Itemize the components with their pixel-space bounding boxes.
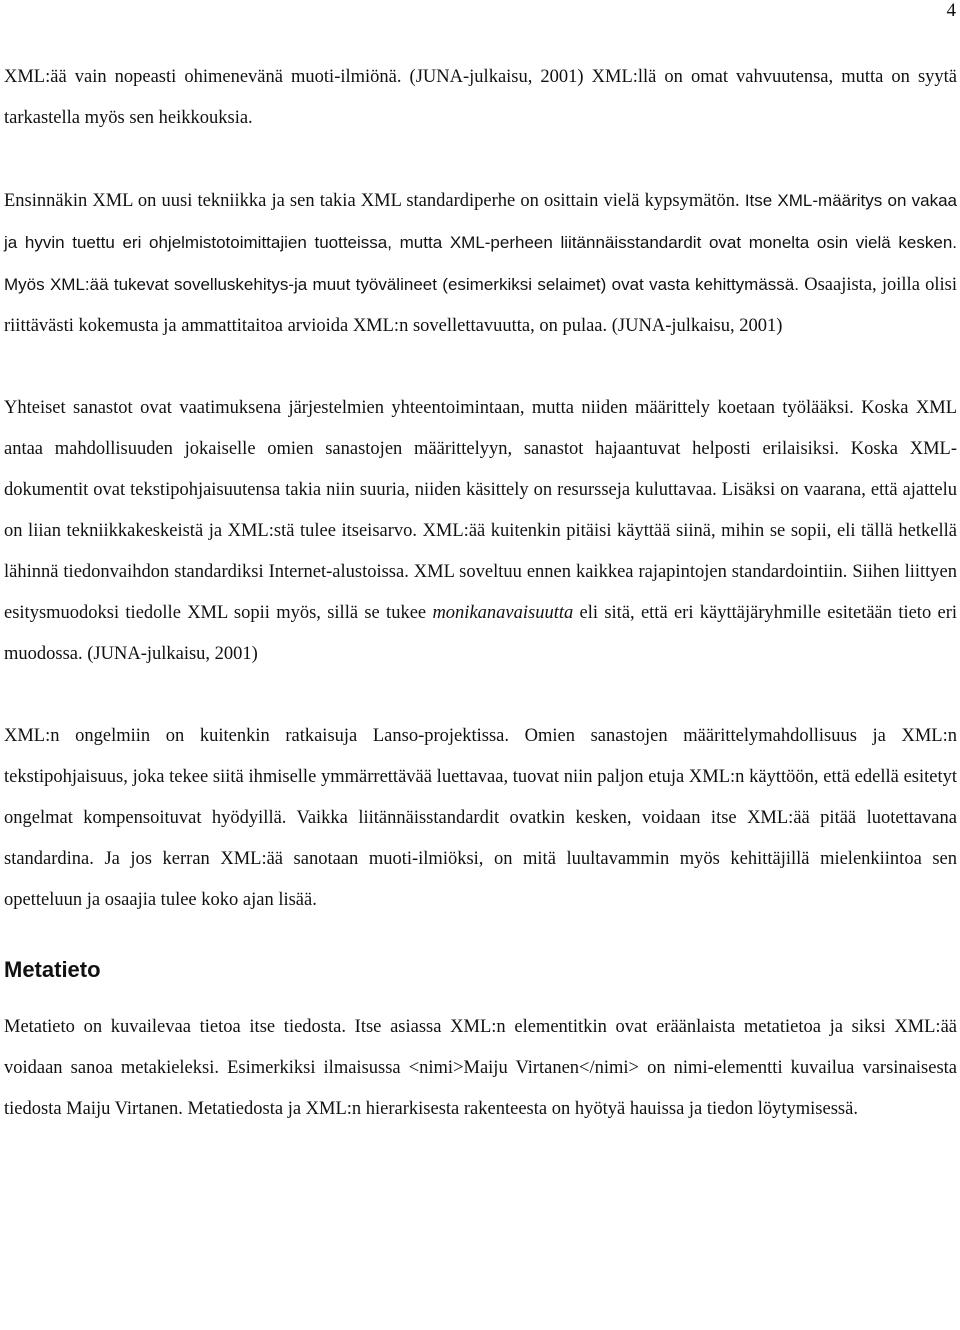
paragraph-weaknesses-sentence-1: Ensinnäkin XML on uusi tekniikka ja sen takia XML standardiperhe on osittain vielä kypsymätön. <box>4 191 740 211</box>
paragraph-spacer <box>4 139 957 180</box>
section-heading-metatieto: Metatieto <box>4 957 101 982</box>
paragraph-weaknesses-sentence-end: Osaajista, joilla olisi riittävästi kokemusta ja ammattitaitoa arvioida XML:n sovellettavuutta, on pulaa. (JUNA-julkaisu, 2001) <box>4 275 958 336</box>
paragraph-weaknesses-sans-text: Itse XML-määritys on vakaa ja hyvin tuettu eri ohjelmistotoimittajien tuotteissa, mutta XML-perheen liitännäisstandardit ovat monelta osin vielä kesken. Myös XML:ää tukevat sovelluskehitys-ja muut työvälineet (esimerkiksi selaimet) ovat vasta kehittymässä. <box>4 191 957 294</box>
paragraph-weaknesses <box>4 180 957 347</box>
document-body <box>4 57 957 1130</box>
paragraph-vocabularies-text-1: Yhteiset sanastot ovat vaatimuksena järjestelmien yhteentoimintaan, mutta niiden määrittely koetaan työlääksi. Koska XML antaa mahdollisuuden jokaiselle omien sanastojen määrittelyyn, sanastot hajaantuvat helposti erilaisiksi. Koska XML-dokumentit ovat tekstipohjaisuutensa takia niin suuria, niiden käsittely on resursseja kuluttavaa. Lisäksi on vaarana, että ajattelu on liian tekniikkakeskeistä ja XML:stä tulee itseisarvo. XML:ää kuitenkin pitäisi käyttää siinä, mihin se sopii, eli tällä hetkellä lähinnä tiedonvaihdon standardiksi Internet-alustoissa. XML soveltuu ennen kaikkea rajapintojen standardointiin. Siihen liittyen esitysmuodoksi tiedolle XML sopii myös, sillä se tukee <box>4 398 957 623</box>
paragraph-vocabularies <box>4 388 957 675</box>
paragraph-vocabularies-text-2: eli sitä, että eri käyttäjäryhmille esitetään tieto eri muodossa. (JUNA-julkaisu, 2001) <box>4 603 958 664</box>
page-number: 4 <box>946 0 956 21</box>
heading-spacer <box>4 985 957 1007</box>
paragraph-metatieto: Metatieto on kuvailevaa tietoa itse tiedosta. Itse asiassa XML:n elementitkin ovat eräänlaista metatietoa ja siksi XML:ää voidaan sanoa metakieleksi. Esimerkiksi ilmaisussa <nimi>Maiju Virtanen</nimi> on nimi-elementti kuvailua varsinaisesta tiedosta Maiju Virtanen. Metatiedosta ja XML:n hierarkisesta rakenteesta on hyötyä hauissa ja tiedon löytymisessä. <box>4 1017 957 1119</box>
emphasized-term: monikanavaisuutta <box>432 603 574 623</box>
paragraph-spacer <box>4 347 957 388</box>
paragraph-lanso-solutions: XML:n ongelmiin on kuitenkin ratkaisuja Lanso-projektissa. Omien sanastojen määrittelymahdollisuus ja XML:n tekstipohjaisuus, joka tekee siitä ihmiselle ymmärrettävää luettavaa, tuovat niin paljon etuja XML:n käyttöön, että edellä esitetyt ongelmat kompensoituvat hyödyillä. Vaikka liitännäisstandardit ovatkin kesken, voidaan itse XML:ää pitää luotettavana standardina. Ja jos kerran XML:ää sanotaan muoti-ilmiöksi, on mitä luultavammin myös kehittäjillä mielenkiintoa sen opetteluun ja osaajia tulee koko ajan lisää. <box>4 726 957 910</box>
paragraph-intro: XML:ää vain nopeasti ohimenevänä muoti-ilmiönä. (JUNA-julkaisu, 2001) XML:llä on omat vahvuutensa, mutta on syytä tarkastella myös sen heikkouksia. <box>4 67 957 128</box>
paragraph-spacer <box>4 921 957 955</box>
paragraph-spacer <box>4 675 957 716</box>
